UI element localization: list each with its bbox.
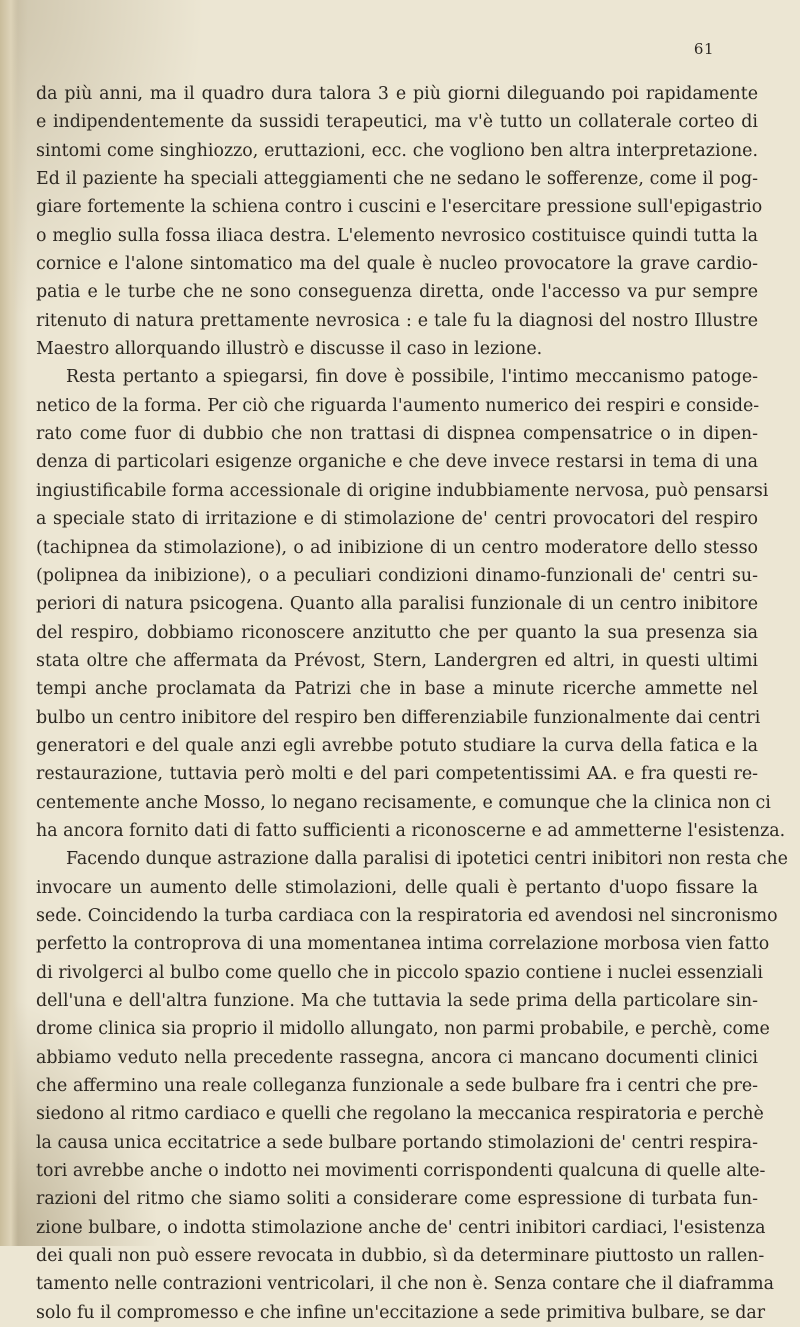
text-line: ingiustificabile forma accessionale di origine indubbiamente nervosa, può pensarsi (36, 480, 769, 501)
text-line: la causa unica eccitatrice a sede bulbare portando stimolazioni de' centri respira- (36, 1132, 758, 1153)
text-line: generatori e del quale anzi egli avrebbe potuto studiare la curva della fatica e la (36, 735, 758, 756)
text-line: bulbo un centro inibitore del respiro ben differenziabile funzionalmente dai centri (36, 707, 761, 728)
text-line: cornice e l'alone sintomatico ma del quale è nucleo provocatore la grave cardio- (36, 254, 758, 275)
page-number: 61 (693, 40, 714, 58)
text-line: Resta pertanto a spiegarsi, fin dove è possibile, l'intimo meccanismo patoge- (66, 367, 758, 388)
text-line: zione bulbare, o indotta stimolazione anche de' centri inibitori cardiaci, l'esistenza (36, 1217, 766, 1238)
text-line: ritenuto di natura prettamente nevrosica : e tale fu la diagnosi del nostro Illustre (36, 310, 758, 331)
text-line: Maestro allorquando illustrò e discusse il caso in lezione. (36, 339, 543, 360)
text-line: sede. Coincidendo la turba cardiaca con la respiratoria ed avendosi nel sincronismo (36, 905, 778, 926)
text-line: (tachipnea da stimolazione), o ad inibizione di un centro moderatore dello stesso (36, 537, 758, 558)
text-line: denza di particolari esigenze organiche e che deve invece restarsi in tema di una (36, 452, 758, 473)
page-binding-shadow (0, 0, 18, 1246)
text-line: abbiamo veduto nella precedente rassegna, ancora ci mancano documenti clinici (36, 1047, 758, 1068)
text-line: (polipnea da inibizione), o a peculiari condizioni dinamo-funzionali de' centri su- (36, 565, 758, 586)
text-line: Ed il paziente ha speciali atteggiamenti che ne sedano le sofferenze, come il pog- (36, 169, 758, 190)
text-line: del respiro, dobbiamo riconoscere anzitutto che per quanto la sua presenza sia (36, 622, 758, 643)
text-line: giare fortemente la schiena contro i cuscini e l'esercitare pressione sull'epigastrio (36, 197, 763, 218)
text-line: da più anni, ma il quadro dura talora 3 e più giorni dileguando poi rapidamente (36, 84, 758, 104)
text-line: restaurazione, tuttavia però molti e del pari competentissimi AA. e fra questi re- (36, 764, 758, 785)
text-line: tori avrebbe anche o indotto nei movimenti corrispondenti qualcuna di quelle alte- (36, 1161, 766, 1182)
text-line: solo fu il compromesso e che infine un'eccitazione a sede primitiva bulbare, se dar (36, 1302, 766, 1323)
text-line: siedono al ritmo cardiaco e quelli che regolano la meccanica respiratoria e perchè (36, 1104, 764, 1125)
text-line: centemente anche Mosso, lo negano recisamente, e comunque che la clinica non ci (36, 792, 771, 813)
text-line: sintomi come singhiozzo, eruttazioni, ecc. che vogliono ben altra interpretazione. (36, 140, 758, 161)
text-line: perfetto la controprova di una momentanea intima correlazione morbosa vien fatto (36, 934, 770, 955)
text-line: razioni del ritmo che siamo soliti a considerare come espressione di turbata fun- (36, 1189, 758, 1210)
body-text (36, 80, 788, 1327)
text-line: che affermino una reale colleganza funzionale a sede bulbare fra i centri che pre- (36, 1076, 758, 1097)
text-line: periori di natura psicogena. Quanto alla paralisi funzionale di un centro inibitore (36, 594, 758, 615)
text-line: tempi anche proclamata da Patrizi che in base a minute ricerche ammette nel (36, 679, 758, 700)
text-line: stata oltre che affermata da Prévost, Stern, Landergren ed altri, in questi ultimi (36, 650, 758, 671)
text-line: a speciale stato di irritazione e di stimolazione de' centri provocatori del respiro (36, 509, 758, 530)
text-line: ha ancora fornito dati di fatto sufficienti a riconoscerne e ad ammetterne l'esistenza. (36, 820, 786, 841)
text-line: drome clinica sia proprio il midollo allungato, non parmi probabile, e perchè, come (36, 1019, 770, 1040)
text-line: patia e le turbe che ne sono conseguenza diretta, onde l'accesso va pur sempre (36, 282, 758, 303)
text-line: rato come fuor di dubbio che non trattasi di dispnea compensatrice o in dipen- (36, 424, 758, 445)
text-line: dei quali non può essere revocata in dubbio, sì da determinare piuttosto un rallen- (36, 1246, 765, 1267)
text-line: dell'una e dell'altra funzione. Ma che tuttavia la sede prima della particolare sin- (36, 991, 758, 1011)
text-line: tamento nelle contrazioni ventricolari, il che non è. Senza contare che il diaframma (36, 1274, 775, 1295)
text-line: e indipendentemente da sussidi terapeutici, ma v'è tutto un collaterale corteo di (36, 112, 758, 133)
text-line: netico de la forma. Per ciò che riguarda l'aumento numerico dei respiri e conside- (36, 395, 760, 416)
text-line: o meglio sulla fossa iliaca destra. L'elemento nevrosico costituisce quindi tutta la (36, 225, 758, 246)
text-line: invocare un aumento delle stimolazioni, delle quali è pertanto d'uopo fissare la (36, 877, 758, 898)
text-line: di rivolgerci al bulbo come quello che in piccolo spazio contiene i nuclei essenziali (36, 962, 763, 983)
text-line: Facendo dunque astrazione dalla paralisi di ipotetici centri inibitori non resta che (66, 849, 788, 870)
